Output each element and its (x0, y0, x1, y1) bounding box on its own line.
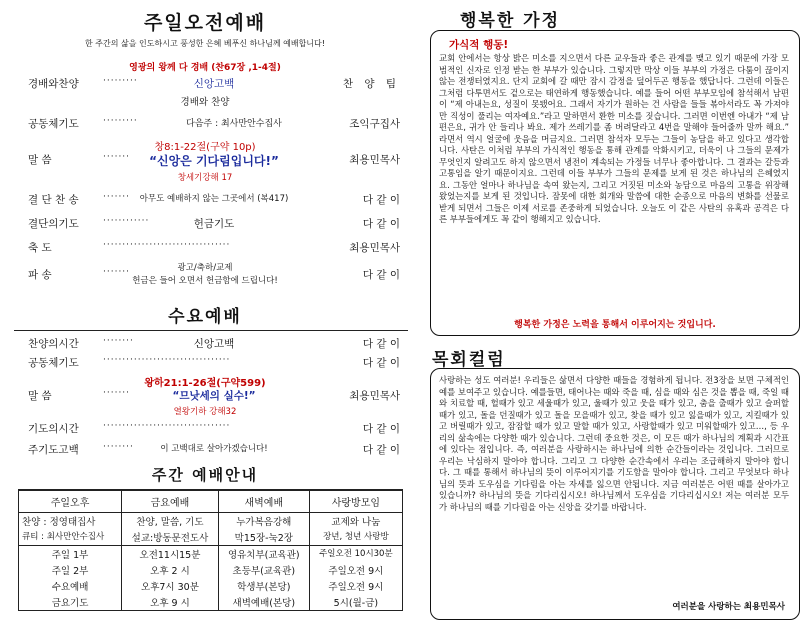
table-cell: 주일오전 9시 (309, 562, 402, 578)
row-right: 다 같 이 (362, 423, 400, 435)
family-title: 행복한 가정 (460, 11, 561, 31)
row-right: 최용민목사 (349, 154, 400, 166)
table-cell: 영유치부(교육관) (218, 546, 309, 563)
row-label: 공동체기도 (28, 357, 79, 369)
table-cell: 설교:방동문전도사 (122, 529, 219, 546)
wed-prayer-row (28, 355, 400, 371)
leader-dots: ······· (103, 267, 131, 277)
row-label: 경배와찬양 (28, 78, 79, 90)
leader-dots: ······· (103, 152, 131, 162)
row-right: 다 같 이 (362, 338, 400, 350)
sunday-praise-sub: 경배와 찬양 (180, 97, 230, 108)
sunday-scripture: 창8:1-22절(구약 10p) (154, 142, 256, 153)
family-closing: 행복한 가정은 노력을 통해서 이루어지는 것입니다. (514, 320, 716, 330)
table-cell: 누가복음강해 (218, 513, 309, 530)
table-header-cell: 사랑방모임 (309, 490, 402, 513)
wednesday-title: 수요예배 (168, 307, 242, 327)
row-right: 다 같 이 (362, 269, 400, 281)
row-right: 최용민목사 (349, 390, 400, 402)
row-middle: 신앙고백 (193, 338, 235, 350)
leader-dots: ································· (103, 355, 231, 365)
row-right: 다 같 이 (362, 444, 400, 456)
family-body: 교회 안에서는 항상 밝은 미소를 지으면서 다른 교우들과 좋은 관계를 맺고 있기 때문에 가장 모범적인 신자로 인정 받는 한 부부가 있습니다. 그렇지만 막상 이들 부부의 가정은 다툼이 끊이지 않는 전쟁터였지요. 단지 교회에 갈 때만 잠시 감정을 덮어두곤 행동을 했답니다. 그런데 이들은 그처럼 다투면서도 겉으로는 태연하게 행동했습니다. 예를 들어 어떤 부부모임에 참석해서 남편이 “제 아내는요, 성질이 못됐어요. 그래서 자기가 원하는 건 사람을 들들 볶아서라도 꼭 가져야만 직성이 풀리는 여자예요.”라고 말하면서 환한 미소를 짓습니다. 그러면 이번엔 아내가 “제 남편은요, 귀가 안 들리나 봐요. 제가 쓰레기를 좀 버려달라고 4번을 말해야 들어줄까 말까 해요.” 라면서 역시 얼굴에 웃음을 머금지요. 그러면 참석자 모두는 그들이 농담을 하고 있다고 생각합니다. 사탄은 이처럼 부부의 가식적인 행동을 통해 관계를 악화시키고, 더욱이 나 그들의 문제가 무엇인지 알려고도 하지 않으면서 냉전이 계속되는 가정들 너무나 좋아합니다. 그 결과는 갈등과 고통임을 알기 때문이지요. 그런데 이들 부부가 그들의 문제를 보게 된 것은 하나님의 은혜였지요. 그동안 얼마나 하나님을 속여 왔는지, 그리고 거짓된 미소와 농담으로 마음의 고통을 위장해왔었는지를 보게 된 것입니다. 잠못에 대한 회개와 말씀에 대한 순종으로 마음의 변화를 선물로 받게 되면서 그들은 이제 서로를 존중하게 되었습니다. 오늘도 이 같은 사탄의 유혹과 공격은 다른 부부들에게도 꼭 같이 행해지고 있습니다. (439, 53, 789, 224)
leader-dots: ········· (103, 116, 138, 126)
sunday-offering-row (28, 216, 400, 232)
weekly-schedule-table (18, 489, 403, 611)
row-label: 결단의기도 (28, 218, 79, 230)
row-right: 다 같 이 (362, 194, 400, 206)
table-cell: 찬양 : 정영태집사 (19, 513, 122, 530)
row-middle: 신앙고백 (193, 78, 235, 90)
table-row (19, 562, 403, 578)
wed-sermon-row (28, 388, 400, 404)
wed-closing-prayer-row (28, 421, 400, 437)
row-label: 주기도고백 (28, 444, 79, 456)
sunday-response-row (28, 192, 400, 208)
row-label: 파 송 (28, 269, 52, 281)
sunday-praise-row (28, 76, 400, 92)
row-label: 결 단 찬 송 (28, 194, 79, 206)
table-cell: 오후 9 시 (122, 594, 219, 611)
table-cell: 막15장-눅2장 (218, 529, 309, 546)
row-right: 다 같 이 (362, 218, 400, 230)
table-cell: 새벽예배(본당) (218, 594, 309, 611)
wednesday-divider (14, 330, 408, 331)
table-cell: 5시(월-금) (309, 594, 402, 611)
row-middle: 헌금기도 (193, 218, 235, 230)
row-label: 말 씀 (28, 390, 52, 402)
sunday-hymn-header: 영광의 왕께 다 경배 (찬67장 ,1-4절) (129, 63, 281, 73)
leader-dots: ······· (103, 192, 131, 202)
sunday-sermon-series: 창세기강해 17 (177, 173, 233, 183)
sunday-title: 주일오전예배 (143, 12, 267, 34)
column-box (430, 368, 800, 620)
leader-dots: ········ (103, 442, 134, 452)
leader-dots: ············ (103, 216, 150, 226)
table-header-cell: 금요예배 (122, 490, 219, 513)
row-right: 다 같 이 (362, 357, 400, 369)
row-label: 찬양의시간 (28, 338, 79, 350)
sunday-dismissal-mid1: 광고/축하/교제 (177, 263, 233, 273)
leader-dots: ······· (103, 388, 131, 398)
wed-sermon-series: 열왕기하 강해32 (173, 407, 237, 417)
leader-dots: ································· (103, 421, 231, 431)
weekly-title: 주간 예배안내 (151, 466, 259, 484)
table-cell: 큐티 : 최사만안수집사 (19, 529, 122, 546)
wed-praise-row (28, 336, 400, 352)
row-right: 찬 양 팀 (342, 78, 400, 90)
wed-lords-prayer-row (28, 442, 400, 458)
leader-dots: ································· (103, 240, 231, 250)
table-row (19, 529, 403, 546)
row-right: 최용민목사 (349, 242, 400, 254)
table-cell: 학생부(본당) (218, 578, 309, 594)
family-box (430, 30, 800, 336)
sunday-dismissal-mid2: 헌금은 들어 오면서 헌금함에 드립니다! (132, 276, 278, 286)
table-row (19, 513, 403, 530)
row-right: 조익구집사 (349, 118, 400, 130)
table-cell: 초등부(교육관) (218, 562, 309, 578)
row-middle: 아무도 예배하지 않는 그곳에서 (복417) (139, 194, 289, 204)
leader-dots: ········· (103, 76, 138, 86)
row-label: 축 도 (28, 242, 52, 254)
row-label: 말 씀 (28, 154, 52, 166)
table-row (19, 578, 403, 594)
table-cell: 주일 1부 (19, 546, 122, 563)
table-row (19, 594, 403, 611)
leader-dots: ········ (103, 336, 134, 346)
right-column (420, 0, 806, 629)
table-header-cell: 주일오후 (19, 490, 122, 513)
sermon-title: “신앙은 기다림입니다!” (149, 154, 279, 168)
sunday-sermon-row (28, 152, 400, 168)
table-header-cell: 새벽예배 (218, 490, 309, 513)
table-cell: 금요기도 (19, 594, 122, 611)
column-signature: 여러분을 사랑하는 최용민목사 (672, 602, 785, 612)
row-middle: 다음주 : 최사만안수집사 (186, 119, 282, 129)
table-cell: 찬양, 말씀, 기도 (122, 513, 219, 530)
table-cell: 주일오전 10시30분 (309, 546, 402, 563)
family-badge: 가식적 행동! (449, 39, 509, 51)
table-cell: 수요예배 (19, 578, 122, 594)
column-title: 목회컬럼 (432, 350, 506, 370)
column-body: 사랑하는 성도 여러분! 우리들은 삶면서 다양한 때들을 경험하게 됩니다. 전3장을 보면 구체적인 예를 보여주고 있습니다. 예를들면, 태어나는 때와 죽을 때, 심을 때와 심은 것을 뽑을 때, 죽일 때와 치료할 때, 헐때가 있고 세울때가 있고, 울때가 있고 웃을 때가 있고, 춤을 출때가 있고 슬퍼할때가 있고, 돌을 던질때가 있고 돌을 모을때가 있고, 찾을 때가 있고 잃을때가 있고, 지킬때가 있고 버릴때가 있고, 잠잠할 때가 있고 말할 때가 있고, 사랑할때가 있고 미워할때가 있고…, 등 우리의 삶속에는 다양한 때가 있습니다. 그런데 중요한 것은, 이 모든 때가 하나님의 계획과 시간표에 있다는 점입니다. 즉, 여러분을 사랑하시는 하나님에 의한 순간들이라는 것입니다. 그러므로 우리는 낙심하지 말아야 합니다. 그리고 그 다양한 순간속에서 우리는 조급해하지 말아야 합니다. 그 때를 통해서 하나님의 뜻이 이루어지기를 기도함을 말아야 합니다. 그리고 무엇보다 하나님의 뜻과 도우심을 기다림을 아는 자세를 잃으면 안됩니다. 지금 여러분은 어떤 때를 살아가고 있습니까? 하나님의 뜻을 기다리십시오! 하나님께서 도우심을 기다리십시오! 저는 여러분 모두가 하나님의 때를 기다림을 아는 신앙을 갖기를 바랍니다. (439, 375, 789, 512)
table-row (19, 546, 403, 563)
sermon-title: “므낫세의 실수!” (172, 390, 256, 402)
sunday-doxology-row (28, 240, 400, 256)
sunday-prayer-row (28, 116, 400, 132)
table-header-row (19, 490, 403, 513)
row-middle: 이 고백대로 살아가겠습니다! (160, 444, 268, 454)
wed-scripture: 왕하21:1-26절(구약599) (144, 378, 266, 389)
table-cell: 교제와 나눔 (309, 513, 402, 530)
table-cell: 장년, 청년 사랑방 (309, 529, 402, 546)
row-label: 기도의시간 (28, 423, 79, 435)
sunday-subtitle: 한 주간의 삶을 인도하시고 풍성한 은혜 베푸신 하나님께 예배합니다! (85, 39, 325, 48)
row-label: 공동체기도 (28, 118, 79, 130)
table-cell: 오후7시 30분 (122, 578, 219, 594)
table-cell: 오전11시15분 (122, 546, 219, 563)
table-cell: 주일 2부 (19, 562, 122, 578)
table-cell: 오후 2 시 (122, 562, 219, 578)
table-cell: 주일오전 9시 (309, 578, 402, 594)
